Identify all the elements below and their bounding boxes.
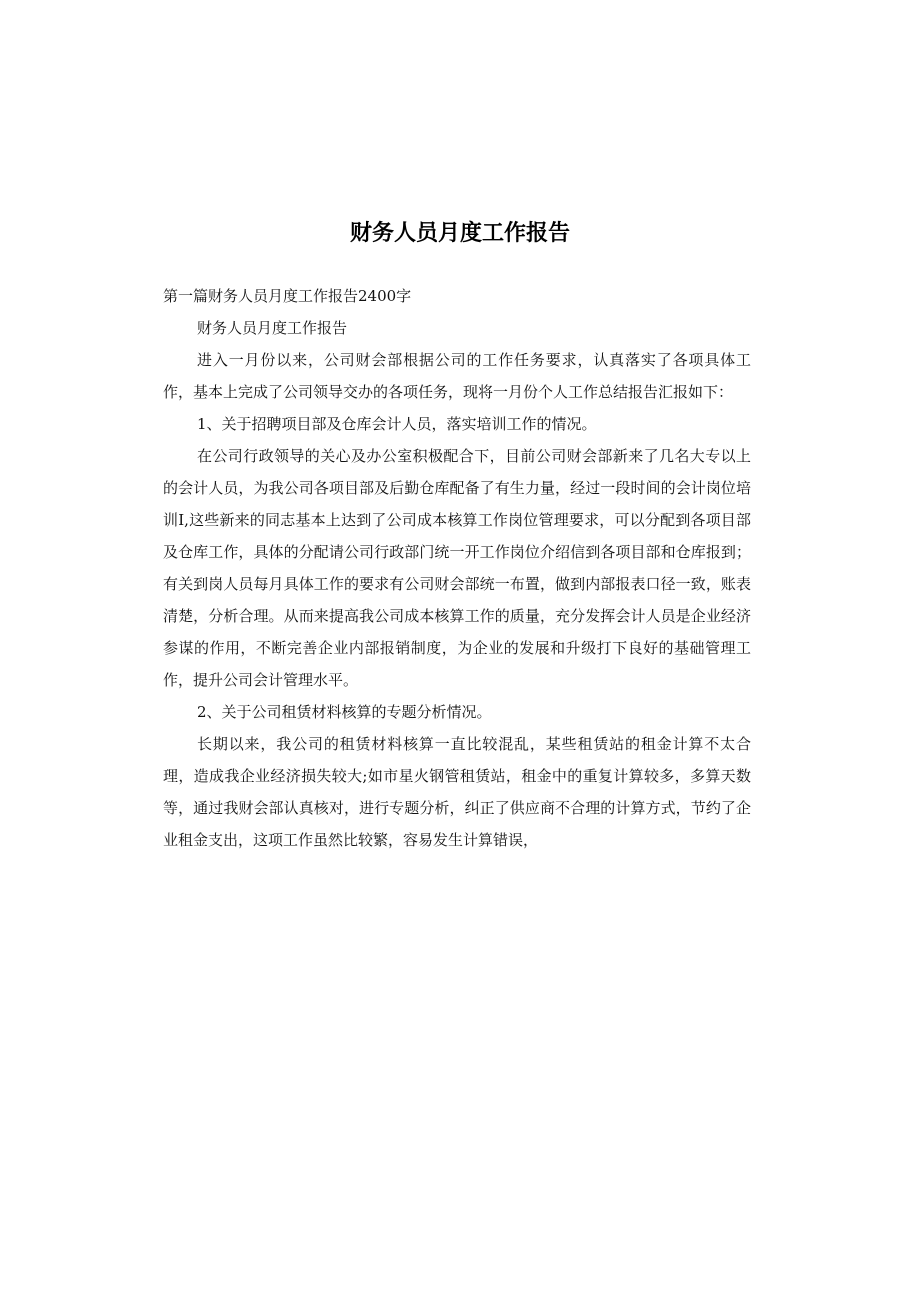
report-subtitle: 财务人员月度工作报告	[197, 319, 348, 337]
body-paragraph: 在公司行政领导的关心及办公室积极配合下，目前公司财会部新来了几名大专以上的会计人员，为我公司各项目部及后勤仓库配备了有生力量，经过一段时间的会计岗位培训I,这些新来的同志基本上达到了公司成本核算工作岗位管理要求，可以分配到各项目部及仓库工作，具体的分配请公司行政部门统一开工作岗位介绍信到各项目部和仓库报到；有关到岗人员每月具体工作的要求有公司财会部统一布置，做到内部报表口径一致，账表清楚，分析合理。从而来提高我公司成本核算工作的质量，充分发挥会计人员是企业经济参谋的作用，不断完善企业内部报销制度，为企业的发展和升级打下良好的基础管理工作，提升公司会计管理水平。	[163, 447, 751, 689]
document-body	[163, 280, 751, 856]
list-item-heading: 1、关于招聘项目部及仓库会计人员，落实培训工作的情况。	[197, 415, 597, 433]
document-title: 财务人员月度工作报告	[349, 221, 570, 246]
body-paragraph: 长期以来，我公司的租赁材料核算一直比较混乱，某些租赁站的租金计算不太合理，造成我企业经济损失较大;如市星火钢管租赁站，租金中的重复计算较多，多算天数等，通过我财会部认真核对，进行专题分析，纠正了供应商不合理的计算方式，节约了企业租金支出，这项工作虽然比较繁，容易发生计算错误，	[163, 735, 751, 849]
body-paragraph: 进入一月份以来，公司财会部根据公司的工作任务要求，认真落实了各项具体工作，基本上完成了公司领导交办的各项任务，现将一月份个人工作总结报告汇报如下：	[163, 351, 751, 401]
section-heading: 第一篇财务人员月度工作报告2400字	[163, 287, 412, 305]
list-item-heading: 2、关于公司租赁材料核算的专题分析情况。	[197, 703, 492, 721]
